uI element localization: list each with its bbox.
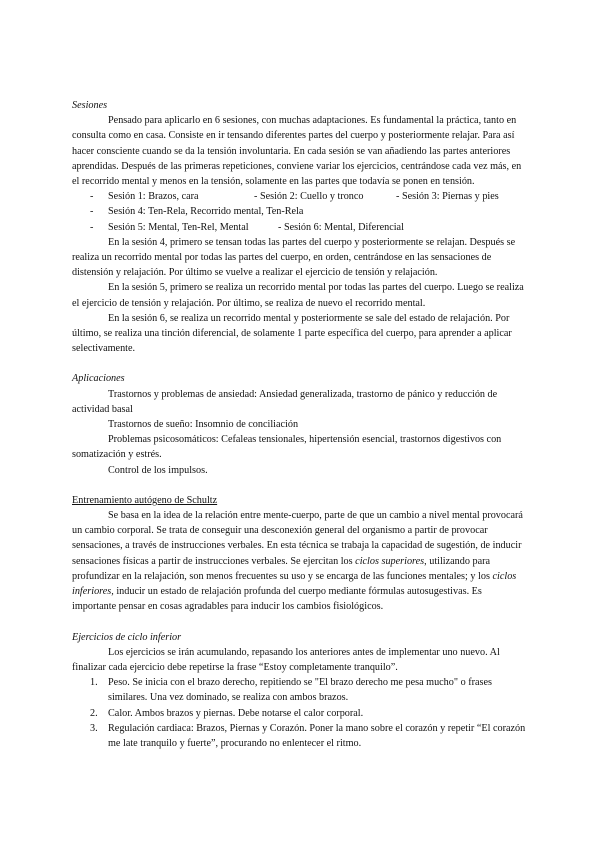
document-page bbox=[72, 98, 528, 751]
list-item-regulacion-cardiaca: 3. Regulación cardiaca: Brazos, Piernas y Corazón. Poner la mano sobre el corazón y repetir “El corazón me late tranquilo y fuerte”, procurando no enlentecer el ritmo. bbox=[90, 722, 526, 749]
paragraph-schultz: Se basa en la idea de la relación entre mente-cuerpo, parte de que un cambio a nivel mental provocará un cambio corporal. Se trata de conseguir una desconexión general del organismo a partir de provocar sensaciones, a través de instrucciones verbales. En esta técnica se trabaja la capacidad de sugestión, de inducir sensaciones físicas a partir de instrucciones verbales. Se ejercitan los ciclos superiores, utilizando para profundizar en la relajación, son menos frecuentes su uso y se encarga de las funciones mentales; y los ciclos inferiores, inducir un estado de relajación profunda del cuerpo mediante fórmulas autosugestivas. Es importante pensar en cosas agradables para inducir los cambios fisiológicos. bbox=[72, 510, 523, 613]
section-title-ciclo-inferior: Ejercicios de ciclo inferior bbox=[72, 631, 182, 643]
section-title-schultz: Entrenamiento autógeno de Schultz bbox=[72, 494, 218, 506]
paragraph-sesion-4: En la sesión 4, primero se tensan todas las partes del cuerpo y posteriormente se relajan. Después se realiza un recorrido mental por todas las partes del cuerpo, en orden, centrándose en las sensaciones de distensión y relajación. Por último se vuelve a realizar el ejercicio de tensión y relajación. bbox=[72, 236, 516, 279]
paragraph-sesion-5: En la sesión 5, primero se realiza un recorrido mental por todas las partes del cuerpo. Luego se realiza el ejercicio de tensión y relajación. Por último, se realiza de nuevo el recorrido mental. bbox=[72, 282, 524, 309]
paragraph-sesion-6: En la sesión 6, se realiza un recorrido mental y posteriormente se sale del estado de relajación. Por último, se realiza una tinción diferencial, de solamente 1 parte específica del cuerpo, para aprender a aplicar selectivamente. bbox=[72, 312, 512, 355]
list-item-psicosomaticos: Problemas psicosomáticos: Cefaleas tensionales, hipertensión esencial, trastornos digestivos con somatización y estrés. bbox=[72, 434, 502, 461]
list-item-impulsos: Control de los impulsos. bbox=[108, 464, 208, 476]
paragraph-ciclo-intro: Los ejercicios se irán acumulando, repasando los anteriores antes de implementar uno nuevo. Al finalizar cada ejercicio debe repetirse la frase “Estoy completamente tranquilo”. bbox=[72, 646, 500, 673]
list-item-sessions-5-6: - Sesión 5: Mental, Ten-Rel, Mental - Sesión 6: Mental, Diferencial bbox=[72, 220, 528, 235]
list-item-sessions-1-3: - Sesión 1: Brazos, cara - Sesión 2: Cuello y tronco - Sesión 3: Piernas y pies bbox=[72, 189, 528, 204]
list-item-session-5: Sesión 5: Mental, Ten-Rel, Mental bbox=[108, 221, 249, 233]
paragraph-sesiones-intro: Pensado para aplicarlo en 6 sesiones, con muchas adaptaciones. Es fundamental la práctica, tanto en consulta como en casa. Consiste en ir tensando diferentes partes del cuerpo y posteriormente relajar. Para así hacer consciente cuando se da la tensión involuntaria. En cada sesión se van añadiendo las partes anteriores aprendidas. Después de las primeras repeticiones, conviene variar los ejercicios, centrándose cada vez más, en el recorrido mental y menos en la tensión, solamente en las partes que todavía se ponen en tensión. bbox=[72, 115, 522, 188]
list-item-session-1: Sesión 1: Brazos, cara bbox=[108, 191, 199, 203]
list-item-session-6: - Sesión 6: Mental, Diferencial bbox=[278, 221, 404, 233]
list-item-peso: 1. Peso. Se inicia con el brazo derecho, repitiendo se "El brazo derecho me pesa mucho" o frases similares. Una vez dominado, se realiza con ambos brazos. bbox=[90, 677, 492, 704]
list-item-session-3: - Sesión 3: Piernas y pies bbox=[396, 191, 499, 203]
list-item-sueno: Trastornos de sueño: Insomnio de conciliación bbox=[108, 419, 299, 431]
list-item-session-2: - Sesión 2: Cuello y tronco bbox=[254, 191, 364, 203]
list-item-ansiedad: Trastornos y problemas de ansiedad: Ansiedad generalizada, trastorno de pánico y reducción de actividad basal bbox=[72, 388, 498, 415]
list-item-calor: 2. Calor. Ambos brazos y piernas. Debe notarse el calor corporal. bbox=[90, 707, 364, 719]
list-item-session-4: - Sesión 4: Ten-Rela, Recorrido mental, Ten-Rela bbox=[90, 206, 304, 218]
section-title-sesiones: Sesiones bbox=[72, 100, 108, 111]
section-title-aplicaciones: Aplicaciones bbox=[72, 373, 125, 385]
